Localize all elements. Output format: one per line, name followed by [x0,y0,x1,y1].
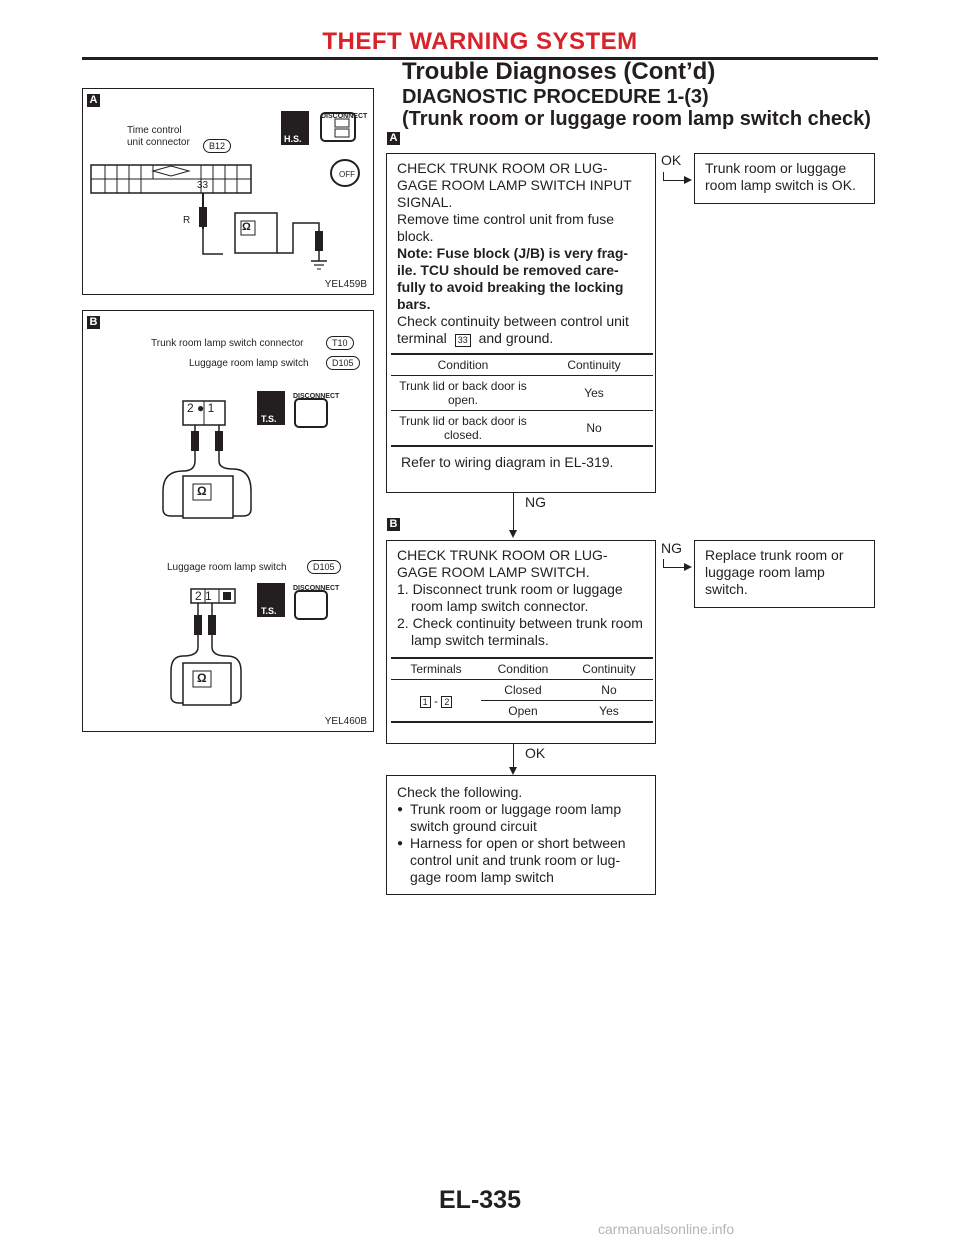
step-b-ng-arrow [684,563,692,571]
step-a-ok-label: OK [661,152,682,168]
table-row: Trunk lid or back door is closed. No [391,411,653,447]
col-continuity-b: Continuity [582,662,636,676]
terminals-cell: 1 - 2 [391,680,481,723]
procedure-title-line1: DIAGNOSTIC PROCEDURE 1-(3) [402,86,709,108]
step-a-refer: Refer to wiring diagram in EL-319. [401,454,614,470]
page-subtitle: Trouble Diagnoses (Cont’d) [402,58,716,85]
connector-d105-badge-2: D105 [307,560,341,574]
step-a-note: Note: Fuse block (J/B) is very frag-ile. TCU should be removed care-fully to avoid breaking the locking bars. [397,245,629,312]
col-terminals: Terminals [410,662,462,676]
step-a-ng-connector [513,493,514,531]
table-row: 1 - 2 Closed No [391,680,653,701]
step-b-box [386,540,656,744]
step-a-box [386,153,656,493]
pins-top-label: 2 ● 1 [187,401,215,415]
list-item: ● Harness for open or short between control unit and trunk room or lug-gage room lamp switch [397,835,645,886]
wire-color-label: R [183,215,191,226]
step-a-ok-hline [663,180,685,181]
connector-d105-badge: D105 [326,356,360,370]
step-b-ok-label: OK [525,745,546,761]
step-a-ng-label: NG [525,494,546,510]
step-a-badge: A [387,132,400,145]
tcu-connector-label: Time control unit connector [127,125,190,148]
step-a-table [391,353,653,447]
col-condition-b: Condition [497,662,549,676]
ohm-symbol-b2: Ω [197,671,207,685]
page-number: EL-335 [439,1186,521,1214]
ignition-off-label: OFF [339,170,355,179]
watermark: carmanualsonline.info [598,1221,735,1237]
list-item: ● Trunk room or luggage room lamp switch ground circuit [397,801,645,835]
ohm-symbol-b: Ω [197,484,207,498]
step-b-ok-connector [513,744,514,768]
figure-b-badge: B [87,316,100,329]
ohm-symbol: Ω [242,221,251,233]
step-a-ng-arrow [509,530,517,538]
step-b-ok-arrow [509,767,517,775]
figure-a-badge: A [87,94,100,107]
pins-bottom-label: 2 1 [195,589,212,603]
step-b-badge: B [387,518,400,531]
final-check-box [386,775,656,895]
step-b-ng-label: NG [661,540,682,556]
step-b-table [391,657,653,723]
terminal-33-label: 33 [197,180,209,191]
step-b-item2: 2. Check continuity between trunk room lamp switch terminals. [397,615,643,648]
luggage-switch-label: Luggage room lamp switch [189,358,309,369]
terminal-33-badge: 33 [455,334,471,347]
result-a-box [694,153,875,204]
step-a-instruction: Remove time control unit from fuse block. [397,211,615,244]
col-condition: Condition [437,358,489,372]
step-b-item1: 1. Disconnect trunk room or luggage room lamp switch connector. [397,581,623,614]
trunk-connector-label: Trunk room lamp switch connector [151,338,304,349]
harness-side-label: H.S. [284,134,302,144]
result-b-text: Replace trunk room or luggage room lamp switch. [705,547,844,597]
disconnect-label-b2: DISCONNECT [293,585,340,592]
section-title: THEFT WARNING SYSTEM [322,28,638,55]
figure-a-code: YEL459B [324,279,367,290]
step-a-heading: CHECK TRUNK ROOM OR LUG-GAGE ROOM LAMP SWITCH INPUT SIGNAL. [397,160,632,210]
disconnect-label: DISCONNECT [321,113,368,120]
step-a-ok-arrow [684,176,692,184]
connector-t10-badge: T10 [326,336,354,350]
figure-a [82,88,374,295]
final-check-list [397,801,645,886]
disconnect-label-b: DISCONNECT [293,393,340,400]
col-continuity: Continuity [567,358,621,372]
figure-b-code: YEL460B [324,716,367,727]
terminal-side-label-b2: T.S. [261,606,277,616]
result-b-box [694,540,875,608]
switch-continuity-diagram [83,311,373,731]
final-check-heading: Check the following. [397,784,523,800]
procedure-title [402,86,871,130]
terminal-side-label-b: T.S. [261,414,277,424]
luggage-switch-label-2: Luggage room lamp switch [167,562,287,573]
step-a-check: Check continuity between control unit terminal 33 and ground. [397,313,629,346]
table-row: Trunk lid or back door is open. Yes [391,376,653,411]
connector-b12-badge: B12 [203,139,231,153]
table-row: Open Yes [508,704,619,718]
step-b-ng-hline [663,567,685,568]
result-a-text: Trunk room or luggage room lamp switch is OK. [705,160,856,193]
step-b-heading: CHECK TRUNK ROOM OR LUG-GAGE ROOM LAMP SWITCH. [397,547,608,580]
procedure-title-line2: (Trunk room or luggage room lamp switch check) [402,108,871,130]
figure-b [82,310,374,732]
